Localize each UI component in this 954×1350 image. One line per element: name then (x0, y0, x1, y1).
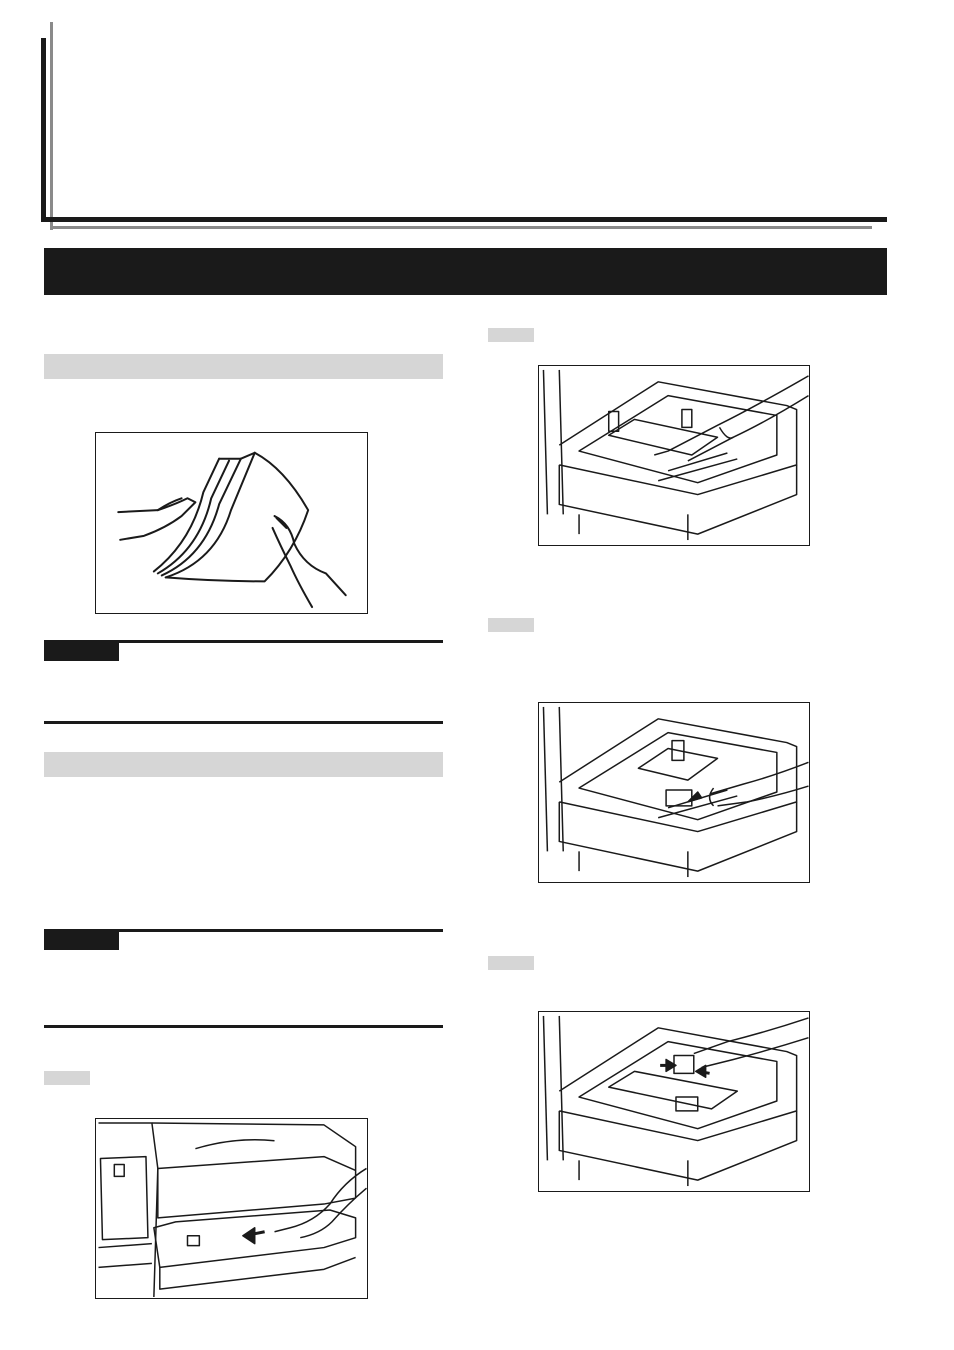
section-end-rule (44, 1025, 443, 1028)
pulling-drawer-icon (96, 1119, 367, 1298)
header-rule (41, 217, 887, 222)
page-title (44, 248, 887, 295)
step-label-2 (488, 328, 534, 342)
squeezing-guide-icon (539, 703, 809, 882)
header-frame-bar-inner (50, 22, 53, 230)
figure-adjusting-guide (538, 1011, 810, 1192)
figure-squeezing-guide (538, 702, 810, 883)
figure-fanning-paper (95, 432, 368, 614)
section-heading-2 (44, 752, 443, 777)
drawer-interior-icon (539, 366, 809, 545)
note-label (44, 932, 119, 950)
section-heading-1 (44, 354, 443, 379)
step-label-3 (488, 618, 534, 632)
section-end-rule (44, 721, 443, 724)
figure-pulling-drawer (95, 1118, 368, 1299)
note-label (44, 643, 119, 661)
step-label-1 (44, 1071, 90, 1085)
header-frame-bar (41, 38, 46, 222)
step-label-4 (488, 956, 534, 970)
fanning-paper-icon (96, 433, 367, 613)
adjusting-guide-icon (539, 1012, 809, 1191)
header-rule-inner (50, 226, 872, 229)
figure-drawer-interior (538, 365, 810, 546)
